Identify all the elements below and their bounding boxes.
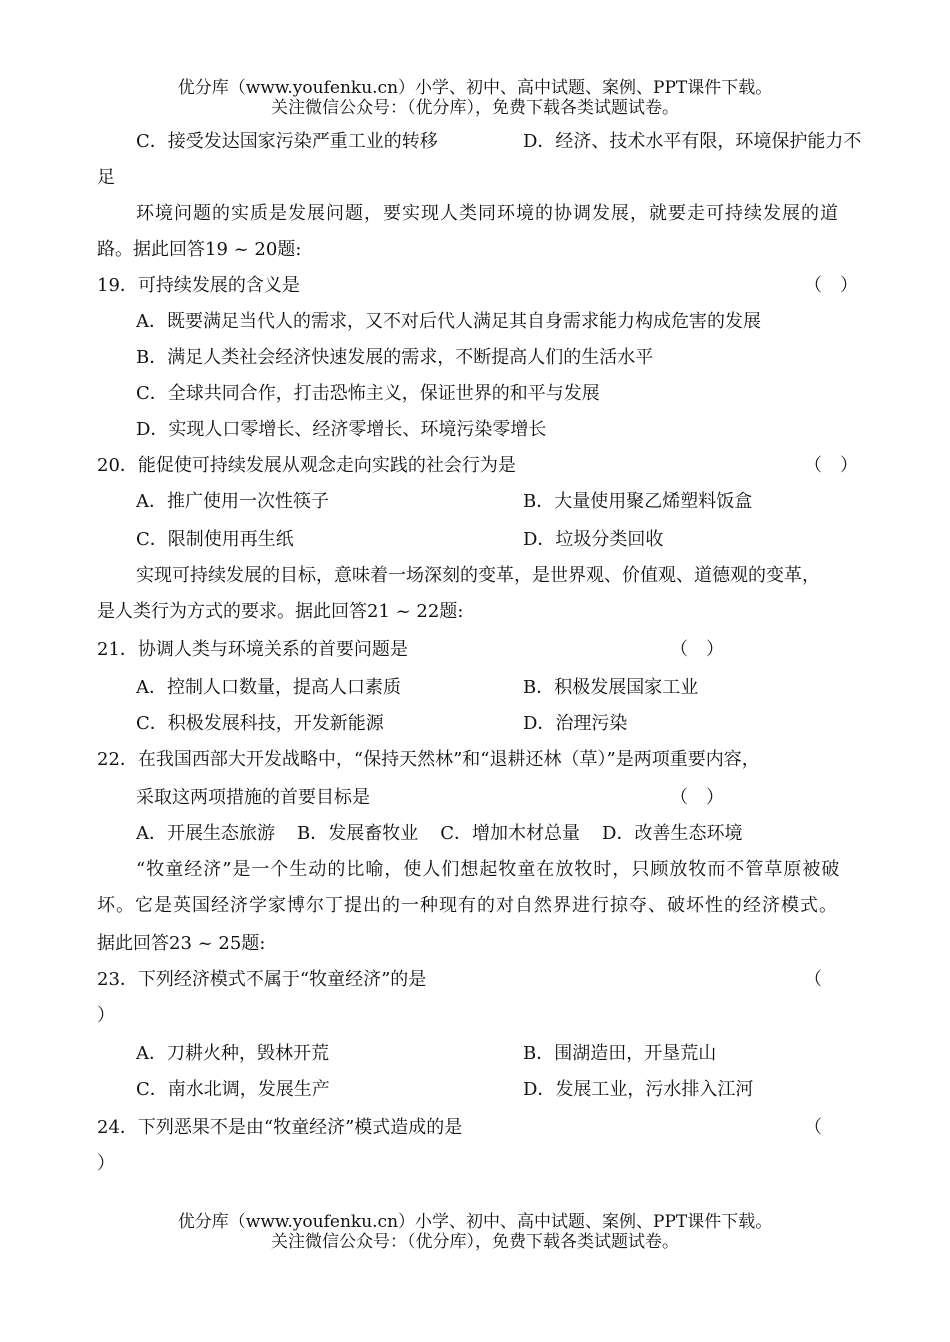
q19-option-d: D．实现人口零增长、经济零增长、环境污染零增长 <box>136 419 547 440</box>
intro-19-20-line-1: 环境问题的实质是发展问题，要实现人类同环境的协调发展，就要走可持续发展的道 <box>136 203 839 224</box>
q23-option-d: D．发展工业，污水排入江河 <box>523 1079 754 1100</box>
q20-option-a: A．推广使用一次性筷子 <box>136 491 329 512</box>
header-line-1: 优分库（www.youfenku.cn）小学、初中、高中试题、案例、PPT课件下载。 <box>177 78 773 98</box>
intro-23-25-line-1: “牧童经济”是一个生动的比喻，使人们想起牧童在放牧时，只顾放牧而不管草原被破 <box>136 859 841 880</box>
q24-stem-row <box>97 1116 867 1140</box>
q19-option-a: A．既要满足当代人的需求，又不对后代人满足其自身需求能力构成危害的发展 <box>136 311 761 332</box>
q20-stem: 20．能促使可持续发展从观念走向实践的社会行为是 <box>97 455 516 476</box>
q23-option-row-2 <box>136 1078 906 1102</box>
q21-answer-paren: （ ） <box>670 639 724 660</box>
q23-paren-close: ） <box>97 1005 115 1026</box>
intro-21-22-line-1: 实现可持续发展的目标，意味着一场深刻的变革，是世界观、价值观、道德观的变革， <box>136 565 820 586</box>
q22-option-b: B．发展畜牧业 <box>297 823 419 844</box>
q24-paren-open: （ <box>804 1117 822 1138</box>
q22-option-d: D．改善生态环境 <box>602 823 743 844</box>
q23-stem: 23．下列经济模式不属于“牧童经济”的是 <box>97 969 427 990</box>
intro-21-22-line-2: 是人类行为方式的要求。据此回答21 ~ 22题: <box>97 601 464 622</box>
q20-option-c: C．限制使用再生纸 <box>136 529 294 550</box>
q19-stem: 19．可持续发展的含义是 <box>97 275 300 296</box>
q20-option-row-1 <box>136 490 906 514</box>
page-header <box>0 78 950 118</box>
q21-stem: 21．协调人类与环境关系的首要问题是 <box>97 639 408 660</box>
q24-paren-close: ） <box>97 1153 115 1174</box>
q22-answer-paren: （ ） <box>670 787 724 808</box>
q21-option-b: B．积极发展国家工业 <box>523 677 699 698</box>
intro-23-25-line-3: 据此回答23 ~ 25题: <box>97 933 266 954</box>
q18-option-d-continued: 足 <box>97 167 115 188</box>
footer-line-2: 关注微信公众号：（优分库），免费下载各类试题试卷。 <box>271 1232 679 1252</box>
intro-19-20-line-2: 路。据此回答19 ~ 20题: <box>97 239 302 260</box>
q21-option-d: D．治理污染 <box>523 713 628 734</box>
q22-option-a: A．开展生态旅游 <box>136 823 275 844</box>
page-footer <box>0 1212 950 1252</box>
q22-options-row <box>136 822 906 846</box>
q21-option-row-1 <box>136 676 906 700</box>
q20-option-row-2 <box>136 528 906 552</box>
q18-option-row <box>136 130 906 154</box>
q21-option-row-2 <box>136 712 906 736</box>
q22-stem-row-2 <box>136 786 906 810</box>
q23-option-a: A．刀耕火种，毁林开荒 <box>136 1043 329 1064</box>
q23-paren-open: （ <box>804 969 822 990</box>
q23-stem-row <box>97 968 867 992</box>
q23-option-c: C．南水北调，发展生产 <box>136 1079 330 1100</box>
q24-stem: 24．下列恶果不是由“牧童经济”模式造成的是 <box>97 1117 463 1138</box>
q20-stem-row <box>97 454 867 478</box>
q22-stem-continued: 采取这两项措施的首要目标是 <box>136 787 370 808</box>
q21-option-a: A．控制人口数量，提高人口素质 <box>136 677 401 698</box>
q20-answer-paren: （ ） <box>804 455 858 476</box>
q19-option-b: B．满足人类社会经济快速发展的需求，不断提高人们的生活水平 <box>136 347 654 368</box>
q20-option-b: B．大量使用聚乙烯塑料饭盒 <box>523 491 753 512</box>
q19-option-c: C．全球共同合作，打击恐怖主义，保证世界的和平与发展 <box>136 383 600 404</box>
q21-stem-row <box>97 638 867 662</box>
q22-option-c: C．增加木材总量 <box>440 823 581 844</box>
q19-stem-row <box>97 274 867 298</box>
q19-answer-paren: （ ） <box>804 275 858 296</box>
header-line-2: 关注微信公众号：（优分库），免费下载各类试题试卷。 <box>271 98 679 118</box>
q23-option-row-1 <box>136 1042 906 1066</box>
q18-option-d: D．经济、技术水平有限，环境保护能力不 <box>523 131 862 152</box>
q18-option-c: C．接受发达国家污染严重工业的转移 <box>136 131 438 152</box>
q22-stem: 22．在我国西部大开发战略中，“保持天然林”和“退耕还林（草）”是两项重要内容， <box>97 749 760 770</box>
q21-option-c: C．积极发展科技，开发新能源 <box>136 713 384 734</box>
q23-option-b: B．围湖造田，开垦荒山 <box>523 1043 717 1064</box>
q20-option-d: D．垃圾分类回收 <box>523 529 664 550</box>
intro-23-25-line-2: 坏。它是英国经济学家博尔丁提出的一种现有的对自然界进行掠夺、破坏性的经济模式。 <box>97 895 838 916</box>
footer-line-1: 优分库（www.youfenku.cn）小学、初中、高中试题、案例、PPT课件下载。 <box>177 1212 773 1232</box>
